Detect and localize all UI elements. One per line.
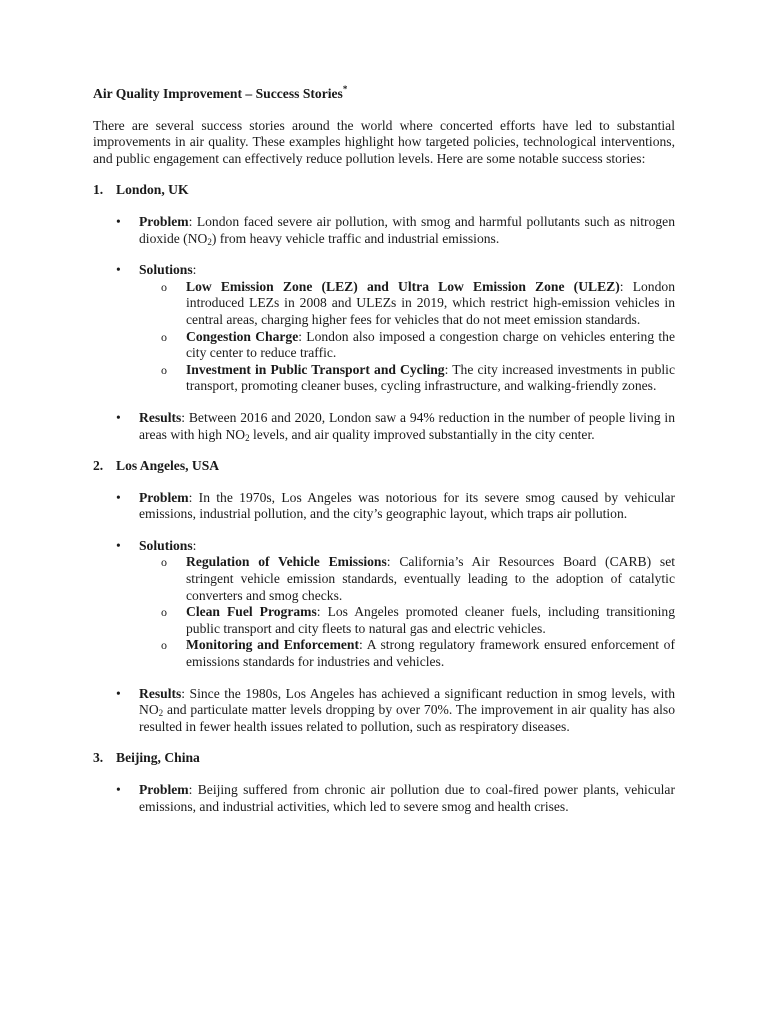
problem-item: • Problem: London faced severe air pollution, with smog and harmful pollutants such as nitrogen dioxide $(NO_2)$ from heavy vehicle traffic and industrial emissions.	[93, 214, 675, 247]
solution-item: o Clean Fuel Programs: Los Angeles promoted cleaner fuels, including transitioning public transport and city fleets to natural gas and electric vehicles.	[139, 604, 675, 637]
solution-item: o Investment in Public Transport and Cycling: The city increased investments in public transport, promoting cleaner buses, cycling infrastructure, and walking-friendly zones.	[139, 362, 675, 395]
section-title: Beijing, China	[116, 750, 200, 766]
section-title: London, UK	[116, 182, 189, 198]
solutions-item: • Solutions: o Regulation of Vehicle Emissions: California’s Air Resources Board (CARB) set stringent vehicle emission standards, eventually leading to the adoption of catalytic converters and smog checks. o Clean Fuel Programs: Los Angeles promoted cleaner fuels, including transitioning public transport and city fleets to natural gas and electric vehicles. o Monitoring and Enforcement: A strong regulatory framework ensured enforcement of emissions standards for industries and vehicles.	[93, 538, 675, 671]
problem-item: • Problem: In the 1970s, Los Angeles was notorious for its severe smog caused by vehicular emissions, industrial pollution, and the city’s geographic layout, which traps air pollution.	[93, 490, 675, 523]
problem-item: • Problem: Beijing suffered from chronic air pollution due to coal-fired power plants, vehicular emissions, and industrial activities, which led to severe smog and health crises.	[93, 782, 675, 815]
title-footnote-mark: *	[342, 84, 348, 94]
solutions-sublist	[139, 279, 675, 395]
solutions-item: • Solutions: o Low Emission Zone (LEZ) and Ultra Low Emission Zone (ULEZ): London introduced LEZs in 2008 and ULEZs in 2019, which restrict high-emission vehicles in central areas, charging higher fees for vehicles that do not meet emission standards. o Congestion Charge: London also imposed a congestion charge on vehicles entering the city center to reduce traffic. o Investment in Public Transport and Cycling: The city increased investments in public transport, promoting cleaner buses, cycling infrastructure, and walking-friendly zones.	[93, 262, 675, 395]
section-number: 1.	[93, 182, 104, 198]
section-heading-london	[93, 182, 675, 199]
section-heading-los-angeles	[93, 458, 675, 475]
solutions-sublist	[139, 554, 675, 670]
intro-paragraph: There are several success stories around the world where concerted efforts have led to substantial improvements in air quality. These examples highlight how targeted policies, technological interventions, and public engagement can effectively reduce pollution levels. Here are some notable success stories:	[93, 117, 675, 166]
document-body	[93, 86, 675, 830]
document-title: Air Quality Improvement – Success Stories*	[93, 84, 348, 101]
results-item: • Results: Since the 1980s, Los Angeles has achieved a significant reduction in smog levels, with $NO_2$ and particulate matter levels dropping by over 70%. The improvement in air quality has also resulted in fewer health issues related to pollution, such as respiratory diseases.	[93, 686, 675, 736]
solution-item: o Monitoring and Enforcement: A strong regulatory framework ensured enforcement of emissions standards for industries and vehicles.	[139, 637, 675, 670]
solution-item: o Regulation of Vehicle Emissions: California’s Air Resources Board (CARB) set stringent vehicle emission standards, eventually leading to the adoption of catalytic converters and smog checks.	[139, 554, 675, 604]
results-item: • Results: Between 2016 and 2020, London saw a 94% reduction in the number of people living in areas with high $NO_2$ levels, and air quality improved substantially in the city center.	[93, 410, 675, 443]
section-list-los-angeles	[93, 490, 675, 736]
section-number: 3.	[93, 750, 104, 766]
section-list-london	[93, 214, 675, 443]
section-list-beijing	[93, 782, 675, 815]
section-number: 2.	[93, 458, 104, 474]
section-title: Los Angeles, USA	[116, 458, 220, 474]
solution-item: o Low Emission Zone (LEZ) and Ultra Low Emission Zone (ULEZ): London introduced LEZs in 2008 and ULEZs in 2019, which restrict high-emission vehicles in central areas, charging higher fees for vehicles that do not meet emission standards.	[139, 279, 675, 329]
solution-item: o Congestion Charge: London also imposed a congestion charge on vehicles entering the city center to reduce traffic.	[139, 329, 675, 362]
section-heading-beijing	[93, 750, 675, 767]
